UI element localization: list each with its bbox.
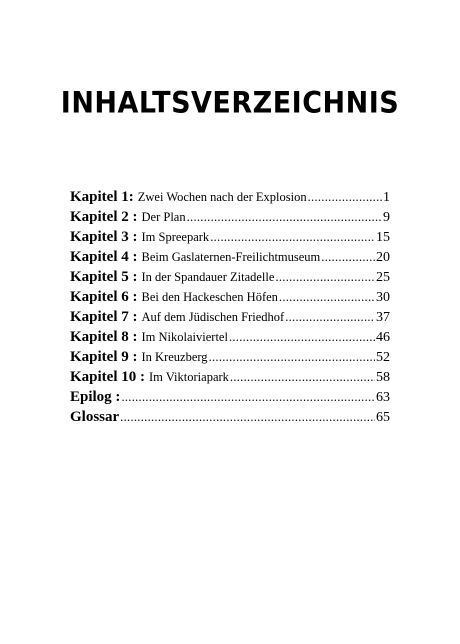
dot-leader <box>210 230 375 245</box>
chapter-label: Kapitel 8 : <box>70 329 138 345</box>
dot-leader <box>187 210 382 225</box>
chapter-label: Kapitel 10 : <box>70 369 145 385</box>
dot-leader <box>230 370 375 385</box>
toc-entry-6 <box>70 289 390 309</box>
page-number: 46 <box>376 330 390 345</box>
dot-leader <box>279 290 375 305</box>
page-title: INHALTSVERZEICHNIS <box>60 86 400 121</box>
chapter-title: Im Viktoriapark <box>149 370 229 384</box>
page-number: 1 <box>383 190 390 205</box>
page-number: 25 <box>376 270 390 285</box>
toc-entry-7 <box>70 309 390 329</box>
chapter-title: Auf dem Jüdischen Friedhof <box>141 310 285 324</box>
chapter-label: Kapitel 1: <box>70 189 134 205</box>
dot-leader <box>229 330 375 345</box>
toc-entry-1 <box>70 189 390 209</box>
page-number: 37 <box>376 310 390 325</box>
chapter-label: Kapitel 2 : <box>70 209 138 225</box>
dot-leader <box>120 410 375 425</box>
page-number: 58 <box>376 370 390 385</box>
chapter-label: Kapitel 7 : <box>70 309 138 325</box>
toc-entry-10 <box>70 369 390 389</box>
chapter-label: Glossar <box>70 409 120 425</box>
toc-entry-2 <box>70 209 390 229</box>
dot-leader <box>209 350 375 365</box>
chapter-label: Kapitel 9 : <box>70 349 138 365</box>
toc-entry-4 <box>70 249 390 269</box>
toc-entry-8 <box>70 329 390 349</box>
page-number: 52 <box>376 350 390 365</box>
toc-entry-5 <box>70 269 390 289</box>
chapter-title: Beim Gaslaternen-Freilichtmuseum <box>141 250 321 264</box>
chapter-label: Kapitel 3 : <box>70 229 138 245</box>
chapter-title: Bei den Hackeschen Höfen <box>141 290 278 304</box>
chapter-title: Im Nikolaiviertel <box>141 330 228 344</box>
chapter-title: Zwei Wochen nach der Explosion <box>137 190 307 204</box>
chapter-label: Epilog : <box>70 389 121 405</box>
toc-entry-9 <box>70 349 390 369</box>
chapter-title: Der Plan <box>141 210 186 224</box>
page-number: 15 <box>376 230 390 245</box>
dot-leader <box>275 270 375 285</box>
toc-entry-glossar <box>70 409 390 429</box>
toc-entry-epilog <box>70 389 390 409</box>
chapter-title: In Kreuzberg <box>141 350 208 364</box>
chapter-label: Kapitel 6 : <box>70 289 138 305</box>
page-number: 20 <box>376 250 390 265</box>
chapter-label: Kapitel 4 : <box>70 249 138 265</box>
dot-leader <box>121 390 375 405</box>
chapter-title: In der Spandauer Zitadelle <box>141 270 275 284</box>
page-number: 9 <box>383 210 390 225</box>
dot-leader <box>321 250 375 265</box>
table-of-contents <box>70 189 390 429</box>
toc-entry-3 <box>70 229 390 249</box>
dot-leader <box>308 190 382 205</box>
chapter-title: Im Spreepark <box>141 230 210 244</box>
page-number: 30 <box>376 290 390 305</box>
dot-leader <box>285 310 375 325</box>
page-number: 63 <box>376 390 390 405</box>
page-number: 65 <box>376 410 390 425</box>
chapter-label: Kapitel 5 : <box>70 269 138 285</box>
